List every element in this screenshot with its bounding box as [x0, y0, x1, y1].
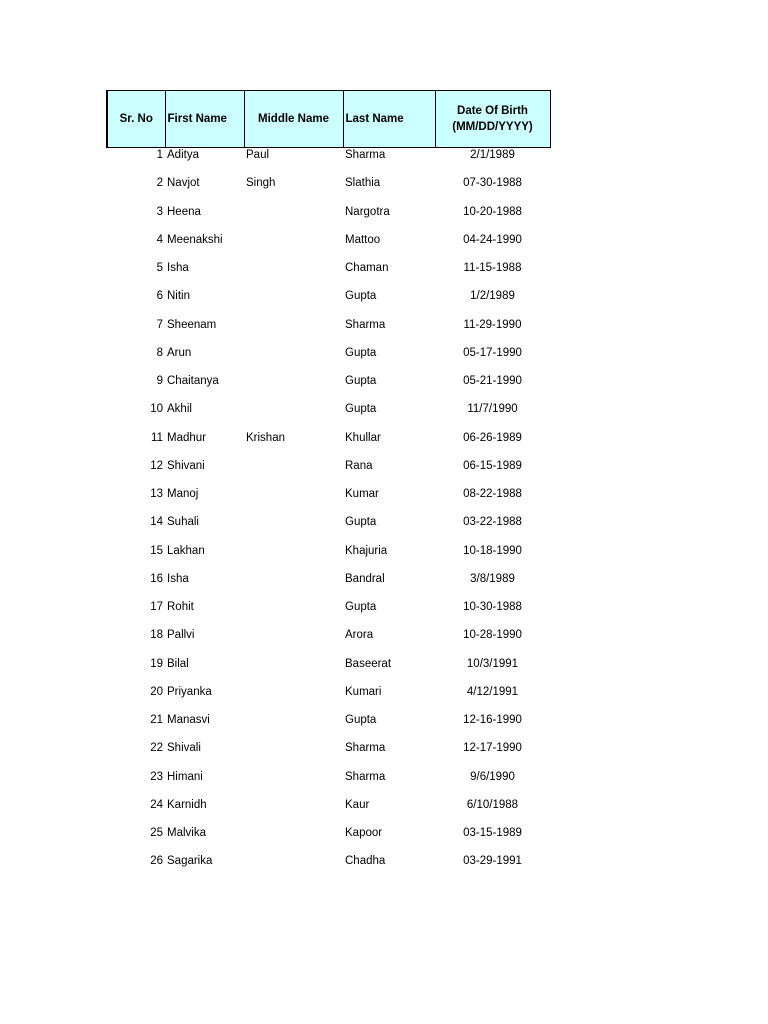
cell-sr-no: 17	[150, 601, 163, 613]
table-row	[107, 459, 550, 487]
cell-sr-no: 14	[150, 516, 163, 529]
cell-middle-name	[244, 487, 343, 515]
cell-sr-no: 16	[150, 572, 163, 585]
cell-sr-no: 11	[151, 431, 163, 444]
cell-date-of-birth: 12-17-1990	[463, 742, 522, 755]
header-sr-no: Sr. No	[107, 91, 165, 148]
cell-first-name: Malvika	[167, 827, 206, 839]
header-first-name: First Name	[165, 91, 244, 148]
table-row	[107, 685, 550, 713]
cell-sr-no: 15	[150, 544, 163, 557]
table-row	[107, 176, 550, 204]
cell-middle-name	[244, 854, 343, 882]
cell-sr-no: 26	[150, 855, 163, 868]
header-dob-line2: (MM/DD/YYYY)	[452, 121, 533, 133]
table-row	[107, 741, 550, 769]
cell-date-of-birth: 03-22-1988	[463, 516, 522, 529]
table-header	[107, 91, 550, 148]
cell-date-of-birth: 10/3/1991	[466, 657, 519, 670]
cell-last-name: Sharma	[345, 742, 386, 755]
cell-first-name: Manasvi	[167, 714, 210, 726]
cell-middle-name	[244, 515, 343, 543]
cell-last-name: Kumar	[345, 488, 379, 500]
cell-middle-name	[244, 572, 343, 600]
cell-date-of-birth: 10-28-1990	[463, 629, 522, 642]
cell-first-name: Lakhan	[167, 544, 205, 557]
cell-date-of-birth: 4/12/1991	[466, 685, 519, 698]
cell-sr-no: 23	[150, 770, 163, 783]
cell-last-name: Mattoo	[345, 233, 381, 246]
cell-sr-no: 13	[150, 488, 163, 500]
cell-last-name: Gupta	[345, 714, 377, 726]
cell-sr-no: 1	[156, 149, 163, 161]
header-dob-line1: Date Of Birth	[457, 105, 528, 117]
cell-first-name: Nitin	[167, 290, 191, 303]
cell-first-name: Shivani	[167, 459, 205, 472]
cell-date-of-birth: 10-30-1988	[463, 601, 522, 613]
cell-last-name: Kumari	[345, 685, 382, 698]
cell-date-of-birth: 04-24-1990	[463, 233, 522, 246]
cell-sr-no: 7	[156, 318, 163, 331]
cell-last-name: Gupta	[345, 403, 377, 416]
cell-first-name: Rohit	[167, 601, 194, 613]
cell-date-of-birth: 1/2/1989	[470, 290, 515, 303]
table-row	[107, 515, 550, 543]
cell-middle-name	[244, 685, 343, 713]
cell-last-name: Slathia	[345, 177, 381, 190]
cell-middle-name	[244, 459, 343, 487]
cell-middle-name	[244, 318, 343, 346]
cell-date-of-birth: 10-18-1990	[463, 544, 522, 557]
cell-middle-name	[244, 657, 343, 685]
cell-date-of-birth: 9/6/1990	[470, 770, 515, 783]
table-row	[107, 148, 550, 177]
cell-first-name: Himani	[167, 770, 203, 783]
header-last-name: Last Name	[343, 91, 435, 148]
cell-first-name: Akhil	[167, 403, 192, 416]
cell-sr-no: 20	[150, 685, 163, 698]
cell-sr-no: 3	[156, 205, 163, 218]
table-row	[107, 318, 550, 346]
header-date-of-birth	[435, 91, 550, 148]
cell-middle-name	[244, 713, 343, 741]
table-row	[107, 233, 550, 261]
cell-last-name: Sharma	[345, 770, 386, 783]
cell-middle-name	[244, 600, 343, 628]
cell-last-name: Gupta	[345, 290, 377, 303]
cell-last-name: Gupta	[345, 375, 377, 387]
table-row	[107, 798, 550, 826]
cell-date-of-birth: 03-29-1991	[463, 855, 522, 868]
table-row	[107, 374, 550, 402]
cell-last-name: Sharma	[345, 318, 386, 331]
cell-last-name: Gupta	[345, 601, 377, 613]
cell-sr-no: 19	[150, 657, 163, 670]
cell-sr-no: 22	[150, 742, 163, 755]
cell-sr-no: 10	[150, 403, 163, 416]
table-row	[107, 261, 550, 289]
cell-first-name: Meenakshi	[167, 233, 223, 246]
table-body	[107, 148, 550, 883]
cell-first-name: Sagarika	[167, 855, 213, 868]
cell-first-name: Shivali	[167, 742, 201, 755]
cell-date-of-birth: 03-15-1989	[463, 827, 522, 839]
cell-middle-name	[244, 544, 343, 572]
cell-sr-no: 6	[156, 290, 163, 303]
cell-middle-name: Singh	[246, 177, 276, 190]
cell-sr-no: 12	[150, 459, 163, 472]
cell-first-name: Sheenam	[167, 318, 217, 331]
cell-last-name: Chaman	[345, 262, 389, 274]
cell-last-name: Nargotra	[345, 205, 390, 218]
cell-date-of-birth: 08-22-1988	[463, 488, 522, 500]
cell-last-name: Gupta	[345, 346, 377, 359]
cell-middle-name	[244, 374, 343, 402]
cell-middle-name: Paul	[246, 149, 270, 161]
cell-middle-name	[244, 261, 343, 289]
table-row	[107, 346, 550, 374]
cell-date-of-birth: 05-21-1990	[463, 375, 522, 387]
cell-middle-name	[244, 233, 343, 261]
cell-first-name: Isha	[167, 262, 189, 274]
cell-middle-name	[244, 628, 343, 656]
cell-first-name: Pallvi	[167, 629, 195, 642]
table-row	[107, 487, 550, 515]
cell-date-of-birth: 05-17-1990	[463, 346, 522, 359]
cell-first-name: Madhur	[167, 431, 206, 444]
cell-last-name: Sharma	[345, 149, 386, 161]
cell-first-name: Karnidh	[167, 798, 207, 811]
table-row	[107, 289, 550, 317]
table-row	[107, 205, 550, 233]
cell-first-name: Arun	[167, 346, 192, 359]
cell-last-name: Gupta	[345, 516, 377, 529]
cell-first-name: Bilal	[167, 657, 189, 670]
table-row	[107, 628, 550, 656]
table-row	[107, 402, 550, 430]
cell-middle-name: Krishan	[246, 431, 285, 444]
header-row	[107, 91, 550, 148]
table-row	[107, 600, 550, 628]
cell-date-of-birth: 12-16-1990	[463, 714, 522, 726]
table-row	[107, 572, 550, 600]
cell-middle-name	[244, 826, 343, 854]
cell-sr-no: 4	[156, 233, 163, 246]
cell-last-name: Khajuria	[345, 544, 388, 557]
cell-sr-no: 9	[156, 375, 163, 387]
cell-first-name: Isha	[167, 572, 189, 585]
table-row	[107, 713, 550, 741]
cell-last-name: Khullar	[345, 431, 381, 444]
cell-sr-no: 5	[156, 262, 163, 274]
cell-middle-name	[244, 770, 343, 798]
cell-date-of-birth: 06-26-1989	[463, 431, 522, 444]
cell-date-of-birth: 07-30-1988	[463, 177, 522, 190]
cell-sr-no: 24	[150, 798, 163, 811]
cell-last-name: Baseerat	[345, 657, 392, 670]
cell-middle-name	[244, 741, 343, 769]
table-row	[107, 657, 550, 685]
cell-last-name: Kaur	[345, 798, 370, 811]
cell-sr-no: 8	[156, 346, 163, 359]
table-row	[107, 770, 550, 798]
cell-date-of-birth: 11-29-1990	[463, 318, 522, 331]
cell-last-name: Chadha	[345, 855, 386, 868]
cell-first-name: Aditya	[167, 149, 199, 161]
student-table	[106, 90, 551, 883]
cell-sr-no: 25	[150, 827, 163, 839]
table-row	[107, 826, 550, 854]
cell-first-name: Priyanka	[167, 685, 212, 698]
cell-date-of-birth: 11/7/1990	[467, 403, 518, 416]
cell-date-of-birth: 10-20-1988	[463, 205, 522, 218]
cell-date-of-birth: 06-15-1989	[463, 459, 522, 472]
cell-middle-name	[244, 798, 343, 826]
cell-last-name: Bandral	[345, 572, 385, 585]
cell-middle-name	[244, 346, 343, 374]
cell-middle-name	[244, 289, 343, 317]
cell-sr-no: 2	[156, 177, 163, 190]
cell-middle-name	[244, 205, 343, 233]
cell-date-of-birth: 2/1/1989	[470, 149, 515, 161]
cell-first-name: Chaitanya	[167, 375, 219, 387]
table-row	[107, 431, 550, 459]
cell-last-name: Kapoor	[345, 827, 383, 839]
cell-first-name: Suhali	[167, 516, 199, 529]
table-row	[107, 854, 550, 882]
cell-last-name: Rana	[345, 459, 373, 472]
cell-sr-no: 18	[150, 629, 163, 642]
header-middle-name: Middle Name	[244, 91, 343, 148]
cell-middle-name	[244, 402, 343, 430]
cell-first-name: Heena	[167, 205, 201, 218]
table-row	[107, 544, 550, 572]
cell-first-name: Manoj	[167, 488, 199, 500]
cell-date-of-birth: 6/10/1988	[466, 798, 519, 811]
cell-date-of-birth: 3/8/1989	[470, 572, 515, 585]
cell-last-name: Arora	[345, 629, 374, 642]
cell-first-name: Navjot	[167, 177, 200, 190]
cell-sr-no: 21	[150, 714, 163, 726]
cell-date-of-birth: 11-15-1988	[463, 262, 522, 274]
